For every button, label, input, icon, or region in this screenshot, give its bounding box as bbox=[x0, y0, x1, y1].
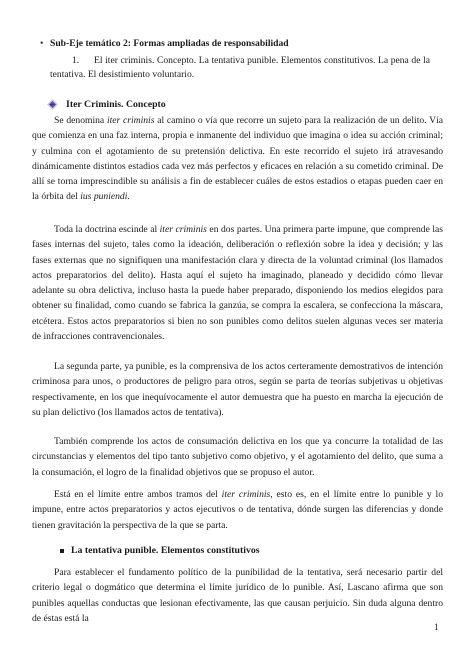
topic-heading-text: Sub-Eje temático 2: Formas ampliadas de responsabilidad bbox=[50, 38, 289, 49]
arrow-bullet-icon bbox=[47, 99, 58, 110]
bullet-icon: • bbox=[40, 38, 44, 49]
topic-subheading bbox=[50, 54, 430, 82]
topic-heading bbox=[40, 38, 289, 50]
section-title-tentativa: La tentativa punible. Elementos constitutivos bbox=[71, 545, 260, 556]
paragraph-5: Está en el límite entre ambos tramos del iter criminis, esto es, en el límite entre lo punible y lo impune, entre actos preparatorios y actos ejecutivos o de tentativa, dónde surgen las diferencias y donde tienen gravitación la perspectiva de la que se parta. bbox=[32, 489, 443, 531]
paragraph-4: También comprende los actos de consumación delictiva en los que ya concurre la totalidad de las circunstancias y elementos del tipo tanto subjetivo como objetivo, y el agotamiento del delito, que suma a la consumación, el logro de la finalidad objetivos que se propuso el autor. bbox=[32, 436, 443, 478]
paragraph-1: Se denomina iter criminis al camino o vía que recorre un sujeto para la realización de un delito. Vía que comienza en una faz interna, propia e inmanente del individuo que imagina o idea su acción criminal; y culmina con el agotamiento de su pretensión delictiva. En este recorrido el sujeto irá atravesando dinámicamente distintos estadios cada vez más perfectos y eficaces en relación a su cometido criminal. De allí se torna imprescindible su análisis a fin de establecer cuáles de estos estadios o etapas pueden caer en la órbita del ius puniendi. bbox=[32, 115, 443, 203]
page-number: 1 bbox=[434, 622, 439, 632]
square-bullet-icon bbox=[60, 549, 64, 553]
paragraph-6: Para establecer el fundamento político de la punibilidad de la tentativa, será necesario partir del criterio legal o dogmático que determina el límite jurídico de lo punible. Así, Lascano afirma que son punibles aquellas conductas que lesionan efectivamente, las que causan perjuicio. Sin duda alguna dentro de éstas está la bbox=[32, 567, 443, 624]
subheading-number: 1. bbox=[72, 55, 80, 66]
paragraph-2: Toda la doctrina escinde al iter criminis en dos partes. Una primera parte impune, que comprende las fases internas del sujeto, tales como la ideación, deliberación o reflexión sobre la idea y decisión; y las fases externas que no signifiquen una manifestación clara y directa de la voluntad criminal (los llamados actos preparatorios del delito). Hasta aquí el sujeto ha imaginado, planeado y decidido cómo llevar adelante su obra delictiva, incluso hasta la puede haber preparado, disponiendo los medios elegidos para obtener su finalidad, como cuando se fabrica la ganzúa, se compra la escalera, se confecciona la máscara, etcétera. Estos actos preparatorios si bien no son punibles como delitos suelen algunas veces ser materia de infracciones contravencionales. bbox=[32, 224, 443, 343]
subheading-text: El iter criminis. Concepto. La tentativa punible. Elementos constitutivos. La pena de la tentativa. El desistimiento voluntario. bbox=[50, 55, 430, 80]
paragraph-3: La segunda parte, ya punible, es la comprensiva de los actos certeramente demostrativos de intención criminosa para unos, o productores de peligro para otros, según se parta de teorías subjetivas u objetivas respectivamente, en los que inequívocamente el autor demuestra que ha puesto en marcha la ejecución de su plan delictivo (los llamados actos de tentativa). bbox=[32, 361, 443, 418]
section-title-iter-criminis: Iter Criminis. Concepto bbox=[66, 99, 166, 110]
